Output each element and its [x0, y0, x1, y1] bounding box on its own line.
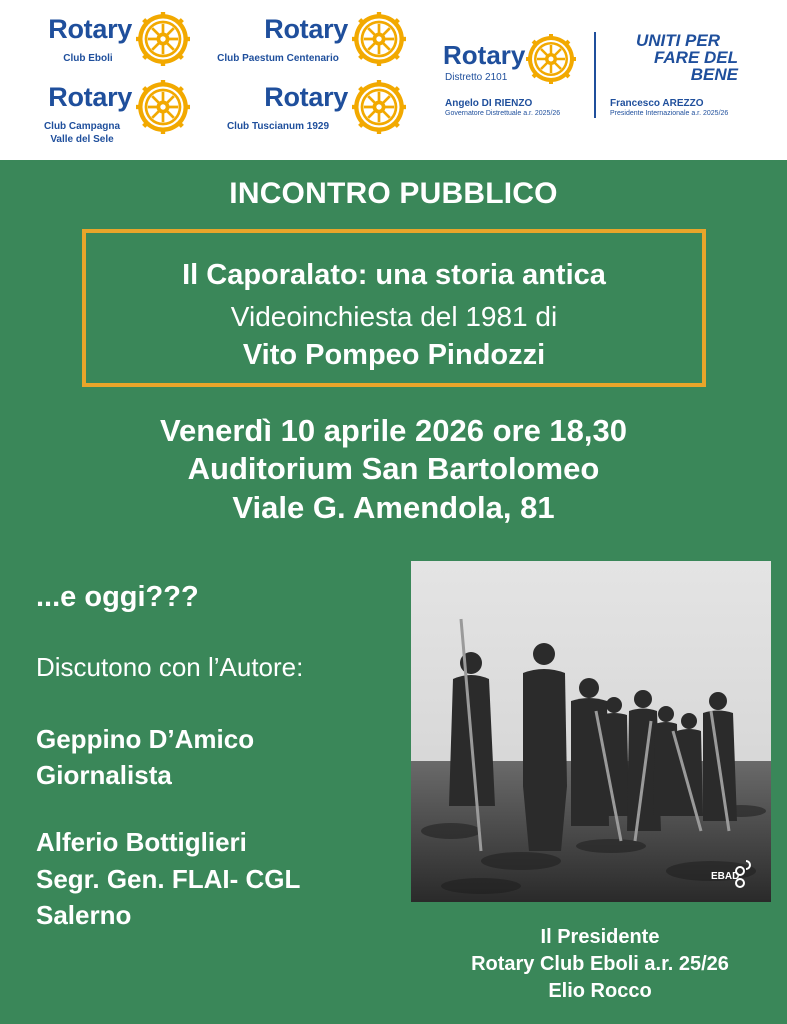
speaker1-name: Geppino D’Amico	[36, 724, 255, 754]
logo-club-name-line1: Club Campagna	[43, 121, 121, 132]
event-title: Il Caporalato: una storia antica	[182, 259, 606, 291]
rotary-wheel-icon	[136, 80, 190, 134]
logo-club-name: Club Tuscianum 1929	[226, 121, 330, 132]
governor-role: Governatore Distrettuale a.r. 2025/26	[445, 110, 561, 117]
logo-rotary-club-eboli	[40, 12, 190, 72]
speaker1-role: Giornalista	[36, 760, 172, 790]
speaker2-role: Segr. Gen. FLAI- CGL	[36, 864, 301, 894]
logo-wordmark: Rotary	[264, 14, 348, 44]
historic-farmworkers-photo	[411, 561, 771, 902]
event-subtitle: Videoinchiesta del 1981 di	[230, 301, 558, 332]
signature-name: Elio Rocco	[548, 980, 652, 1002]
logo-rotary-club-tuscianum	[210, 80, 406, 140]
discussion-intro: Discutono con l’Autore:	[36, 652, 304, 682]
title-box	[82, 229, 706, 387]
slogan	[608, 32, 738, 83]
rotary-wheel-icon	[136, 12, 190, 66]
international-president-role: Presidente Internazionale a.r. 2025/26	[610, 110, 729, 117]
event-address: Viale G. Amendola, 81	[232, 490, 555, 525]
slogan-line3: BENE	[690, 65, 738, 84]
logo-club-name-line2: Valle del Sele	[50, 134, 114, 145]
logo-club-name: Club Paestum Centenario	[217, 53, 339, 64]
signature-title: Il Presidente	[540, 926, 660, 948]
international-president-name: Francesco AREZZO	[610, 98, 704, 109]
logo-wordmark: Rotary	[264, 82, 348, 112]
slogan-line1: UNITI PER	[635, 31, 720, 50]
logo-wordmark: Rotary	[48, 14, 132, 44]
logo-club-name: Club Eboli	[63, 53, 113, 64]
logo-rotary-district	[441, 30, 581, 90]
logo-rotary-club-paestum	[210, 12, 406, 72]
discussion-question: ...e oggi???	[36, 581, 199, 613]
logo-club-name	[32, 120, 132, 146]
photo-watermark: EBAD	[711, 871, 740, 882]
rotary-wheel-icon	[352, 12, 406, 66]
speaker2-name: Alferio Bottiglieri	[36, 827, 247, 857]
rotary-wheel-icon	[526, 34, 576, 84]
speaker2-city: Salerno	[36, 900, 132, 930]
district-wordmark: Rotary	[443, 40, 526, 70]
governor-name: Angelo DI RIENZO	[445, 98, 533, 109]
rotary-wheel-icon	[352, 80, 406, 134]
event-author: Vito Pompeo Pindozzi	[242, 339, 546, 371]
logo-wordmark: Rotary	[48, 82, 132, 112]
district-number: Distretto 2101	[445, 72, 508, 83]
logo-rotary-club-campagna	[40, 80, 190, 150]
header-divider	[594, 32, 596, 118]
event-venue: Auditorium San Bartolomeo	[187, 451, 600, 486]
event-heading: INCONTRO PUBBLICO	[229, 177, 558, 210]
sponsor-header	[0, 0, 787, 160]
event-date: Venerdì 10 aprile 2026 ore 18,30	[159, 413, 628, 448]
signature-club: Rotary Club Eboli a.r. 25/26	[471, 953, 729, 975]
slogan-line2: FARE DEL	[653, 48, 738, 67]
